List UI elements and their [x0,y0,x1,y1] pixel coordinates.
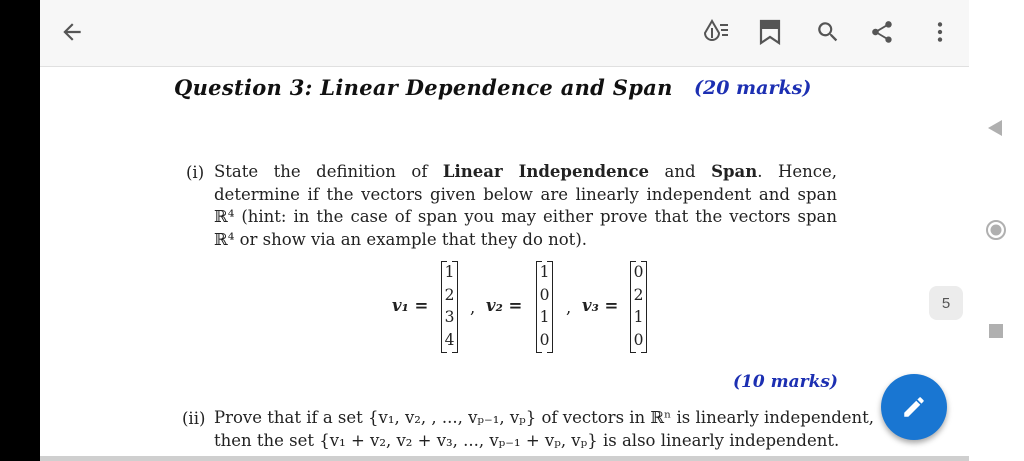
share-button[interactable] [864,14,900,50]
matrix-cell: 0 [633,330,644,349]
vector-matrix [441,261,458,351]
top-toolbar [40,0,969,67]
matrix-cell: 1 [444,263,455,281]
vector-label: v₃ = [582,296,619,315]
part-i-number: (i) [186,163,205,182]
part-ii-number: (ii) [182,409,206,428]
matrix-cell: 1 [539,308,550,326]
term-linear-independence: Linear Independence [442,162,650,181]
part-ii-line-1: Prove that if a set {v₁, v₂, , ..., vₚ₋₁, vₚ} of vectors in ℝⁿ is linearly independent, [214,408,875,427]
bottom-scroll-strip [40,456,969,461]
home-circle-icon[interactable] [985,219,1007,241]
matrix-cell: 0 [539,330,550,349]
part-i-text: State the definition of Linear Independence and Span. Hence, determine if the vectors given below are linearly independent and span ℝ⁴ (hint: in the case of span you may either prove that the vectors span ℝ⁴ or show via an example that they do not). [214,162,837,249]
more-vert-icon [927,19,953,45]
arrow-left-icon [59,19,85,45]
share-icon [869,19,895,45]
recents-square-icon[interactable] [988,323,1004,339]
reading-mode-icon [700,17,730,47]
pdf-viewer-app [40,0,969,461]
more-options-button[interactable] [922,14,958,50]
bookmark-button[interactable] [752,14,788,50]
question-marks: (20 marks) [694,77,812,99]
page-number-indicator: 5 [929,286,963,320]
separator: , [470,298,476,317]
matrix-cell: 2 [444,285,455,304]
reading-mode-button[interactable] [697,14,733,50]
document-page [40,67,969,461]
search-button[interactable] [810,14,846,50]
system-nav-bar [969,0,1024,461]
left-black-bar [0,0,40,461]
edit-fab-button[interactable] [881,374,947,440]
matrix-cell: 0 [539,285,550,304]
vector-label: v₂ = [486,296,523,315]
matrix-cell: 1 [633,308,644,326]
matrix-cell: 2 [633,285,644,304]
back-triangle-icon[interactable] [986,118,1004,138]
back-button[interactable] [54,14,90,50]
matrix-cell: 4 [444,330,455,349]
bookmark-icon [758,19,782,45]
matrix-cell: 0 [633,263,644,281]
question-heading: Question 3: Linear Dependence and Span [174,75,673,100]
term-span: Span [711,162,758,181]
matrix-cell: 3 [444,308,455,326]
vector-matrix [536,261,553,351]
matrix-cell: 1 [539,263,550,281]
separator: , [566,298,572,317]
part-ii-line-2: then the set {v₁ + v₂, v₂ + v₃, ..., vₚ₋₁ + vₚ, vₚ} is also linearly independent. [214,431,840,450]
part-i-marks: (10 marks) [733,372,838,392]
edit-pencil-icon [901,394,927,420]
vector-matrix [630,261,647,351]
search-icon [815,19,841,45]
vector-label: v₁ = [392,296,429,315]
